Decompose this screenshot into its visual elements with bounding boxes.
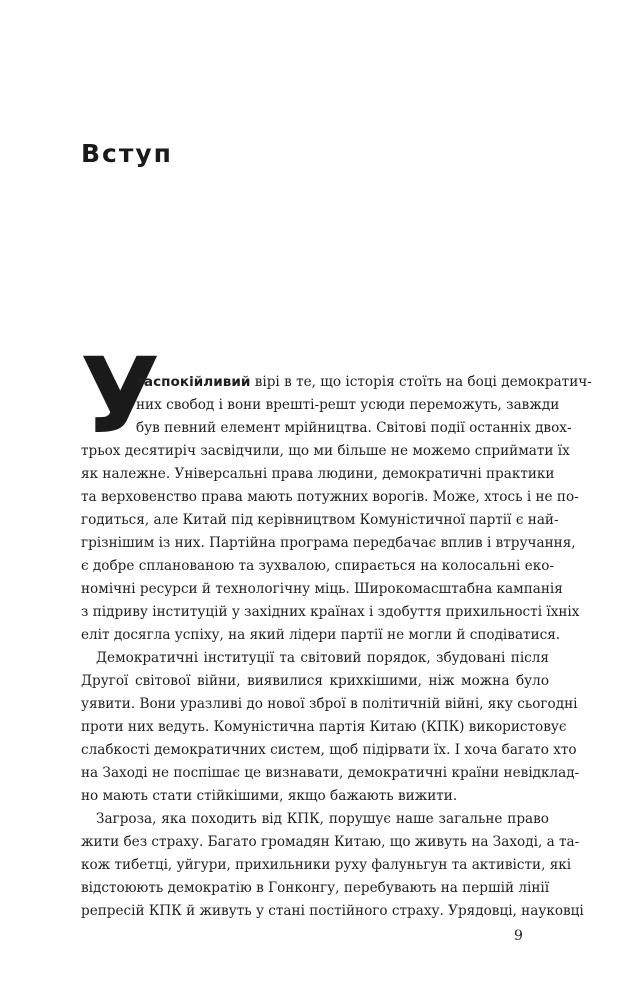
text-line: Демократичні інституції та світовий порядок, збудовані після bbox=[96, 650, 549, 666]
text-line: на Заході не поспішає це визнавати, демократичні країни невідклад- bbox=[81, 765, 580, 781]
text-line: номічні ресурси й технологічну міць. Широкомасштабна кампанія bbox=[81, 581, 563, 597]
text-line: проти них ведуть. Комуністична партія Китаю (КПК) використовує bbox=[81, 719, 567, 735]
text-line: Загроза, яка походить від КПК, порушує наше загальне право bbox=[96, 811, 549, 827]
chapter-title: Вступ bbox=[81, 139, 173, 168]
text-line-rest: вірі в те, що історія стоїть на боці демократич- bbox=[250, 374, 592, 390]
text-line: є добре спланованою та зухвалою, спирається на колосальні еко- bbox=[81, 558, 555, 574]
text-line: уявити. Вони уразливі до нової зброї в політичній війні, яку сьогодні bbox=[81, 696, 578, 712]
text-line: репресій КПК й живуть у стані постійного страху. Урядовці, науковці bbox=[81, 903, 584, 919]
text-line: та верховенство права мають потужних ворогів. Може, хтось і не по- bbox=[81, 489, 579, 505]
text-line: слабкості демократичних систем, щоб підірвати їх. І хоча багато хто bbox=[81, 742, 577, 758]
text-line: кож тибетці, уйгури, прихильники руху фалуньгун та активісти, які bbox=[81, 857, 572, 873]
drop-cap: У bbox=[80, 335, 161, 457]
text-line: грізнішим із них. Партійна програма передбачає вплив і втручання, bbox=[81, 535, 576, 551]
text-line: відстоюють демократію в Гонконгу, перебувають на першій лінії bbox=[81, 880, 550, 896]
text-line: трьох десятиріч засвідчили, що ми більше не можемо сприймати їх bbox=[81, 443, 570, 459]
text-line: годиться, але Китай під керівництвом Комуністичної партії є най- bbox=[81, 512, 559, 528]
text-line bbox=[136, 371, 592, 394]
text-line: но мають стати стійкішими, якщо бажають вижити. bbox=[81, 788, 458, 804]
text-line: еліт досягла успіху, на який лідери партії не могли й сподіватися. bbox=[81, 627, 561, 643]
text-line: з підриву інституцій у західних країнах і здобуття прихильності їхніх bbox=[81, 604, 580, 620]
text-line: жити без страху. Багато громадян Китаю, що живуть на Заході, а та- bbox=[81, 834, 580, 850]
text-line: них свобод і вони врешті-решт усюди переможуть, завжди bbox=[136, 397, 560, 413]
lead-word: заспокійливий bbox=[136, 374, 251, 390]
text-line: Другої світової війни, виявилися крихкішими, ніж можна було bbox=[81, 673, 549, 689]
page-number: 9 bbox=[514, 928, 523, 944]
text-line: був певний елемент мрійництва. Світові події останніх двох- bbox=[136, 420, 572, 436]
text-line: як належне. Універсальні права людини, демократичні практики bbox=[81, 466, 555, 482]
